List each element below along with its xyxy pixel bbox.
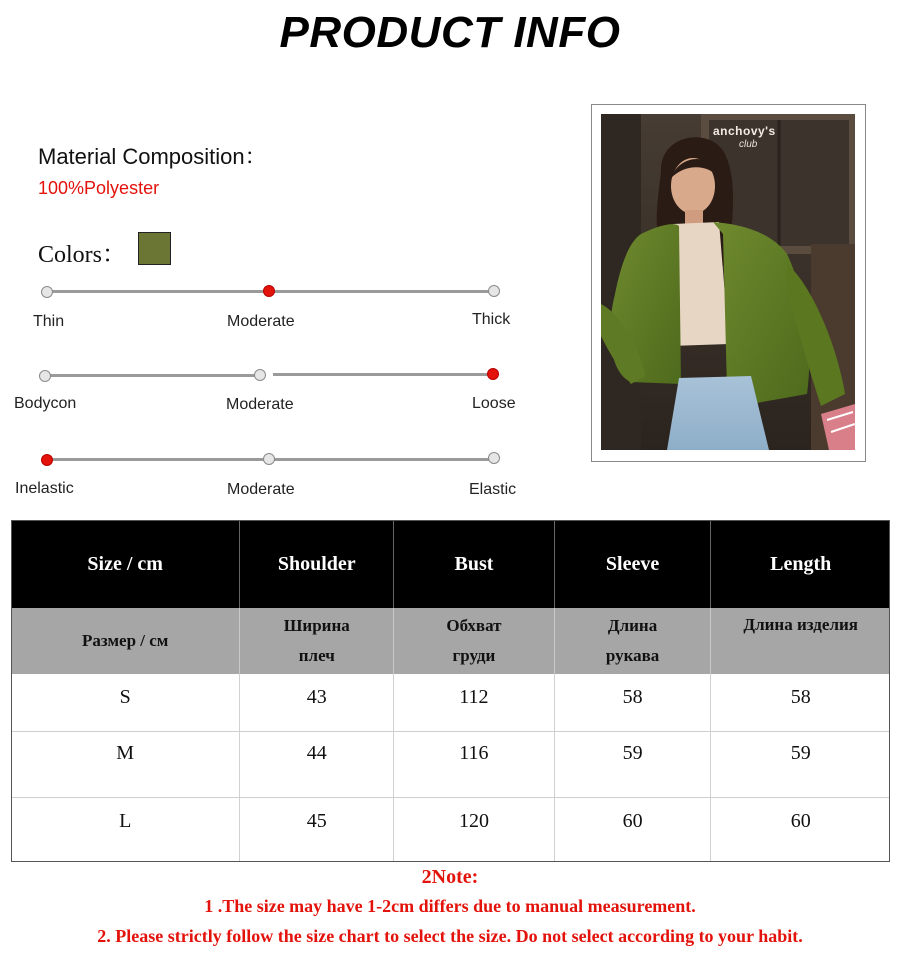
- scale-dot-moderate: [263, 453, 275, 465]
- header-bust: Bust: [394, 520, 555, 608]
- cell-size: L: [119, 809, 132, 832]
- product-photo[interactable]: [601, 114, 855, 450]
- note-line-1: 1 .The size may have 1-2cm differs due to manual measurement.: [204, 896, 696, 916]
- table-row: [11, 674, 890, 731]
- scale-dot-moderate: [254, 369, 266, 381]
- cell-sleeve: 58: [554, 674, 711, 731]
- scale-dot-thin: [41, 286, 53, 298]
- material-composition-label: Material Composition：: [38, 144, 267, 169]
- size-table-header-ru: [11, 608, 890, 674]
- cell-size: S: [11, 674, 240, 731]
- note-heading: 2Note:: [421, 866, 479, 888]
- scale-label-moderate: Moderate: [227, 313, 295, 330]
- product-photo-frame: [591, 104, 866, 462]
- scale-dot-bodycon: [39, 370, 51, 382]
- thickness-scale: [0, 280, 560, 340]
- header-ru-sleeve: Длина рукава: [554, 608, 711, 674]
- header-size: Size / cm: [11, 520, 240, 608]
- scale-label-thin: Thin: [33, 313, 65, 330]
- scale-label-moderate: Moderate: [226, 396, 294, 413]
- header-sleeve: Sleeve: [554, 520, 711, 608]
- colors-label: Colors：: [38, 242, 127, 268]
- cell-length: 58: [711, 674, 890, 731]
- table-row: [11, 731, 890, 797]
- cell-sleeve: 60: [554, 797, 711, 861]
- note-line-2: 2. Please strictly follow the size chart to select the size. Do not select according to your habit.: [97, 926, 803, 946]
- cell-size: M: [11, 731, 240, 797]
- size-table-header-en: [11, 520, 890, 608]
- header-ru-bust: Обхват груди: [394, 608, 555, 674]
- cell-bust: 116: [394, 731, 555, 797]
- cell-shoulder: 44: [240, 731, 394, 797]
- scale-label-thick: Thick: [472, 311, 511, 328]
- table-row: [11, 797, 890, 861]
- scale-dot-inelastic: [41, 454, 53, 466]
- scale-label-bodycon: Bodycon: [14, 395, 77, 412]
- scale-dot-elastic: [488, 452, 500, 464]
- cell-length: 60: [711, 797, 890, 861]
- cell-bust: 112: [394, 674, 555, 731]
- scale-dot-loose: [487, 368, 499, 380]
- sign-subtext: club: [739, 139, 758, 150]
- scale-label-elastic: Elastic: [469, 481, 517, 498]
- header-ru-length: Длина изделия: [711, 608, 890, 674]
- cell-sleeve: 59: [554, 731, 711, 797]
- cell-shoulder: 43: [240, 674, 394, 731]
- page-title: PRODUCT INFO: [279, 8, 621, 57]
- color-swatch[interactable]: [138, 232, 171, 265]
- header-shoulder: Shoulder: [240, 520, 394, 608]
- material-composition-value: 100%Polyester: [38, 178, 160, 198]
- size-chart-table: [11, 520, 890, 861]
- scale-label-inelastic: Inelastic: [15, 480, 74, 497]
- scale-label-loose: Loose: [472, 395, 516, 412]
- header-ru-shoulder: Ширина плеч: [240, 608, 394, 674]
- header-ru-size: Размер / см: [11, 608, 240, 674]
- cell-shoulder: 45: [240, 797, 394, 861]
- elasticity-scale: [0, 448, 560, 508]
- cell-length: 59: [711, 731, 890, 797]
- scale-dot-moderate: [263, 285, 275, 297]
- header-length: Length: [711, 520, 890, 608]
- sign-text: anchovy's: [713, 124, 776, 138]
- fit-scale: [0, 364, 560, 424]
- cell-bust: 120: [394, 797, 555, 861]
- scale-label-moderate: Moderate: [227, 481, 295, 498]
- scale-dot-thick: [488, 285, 500, 297]
